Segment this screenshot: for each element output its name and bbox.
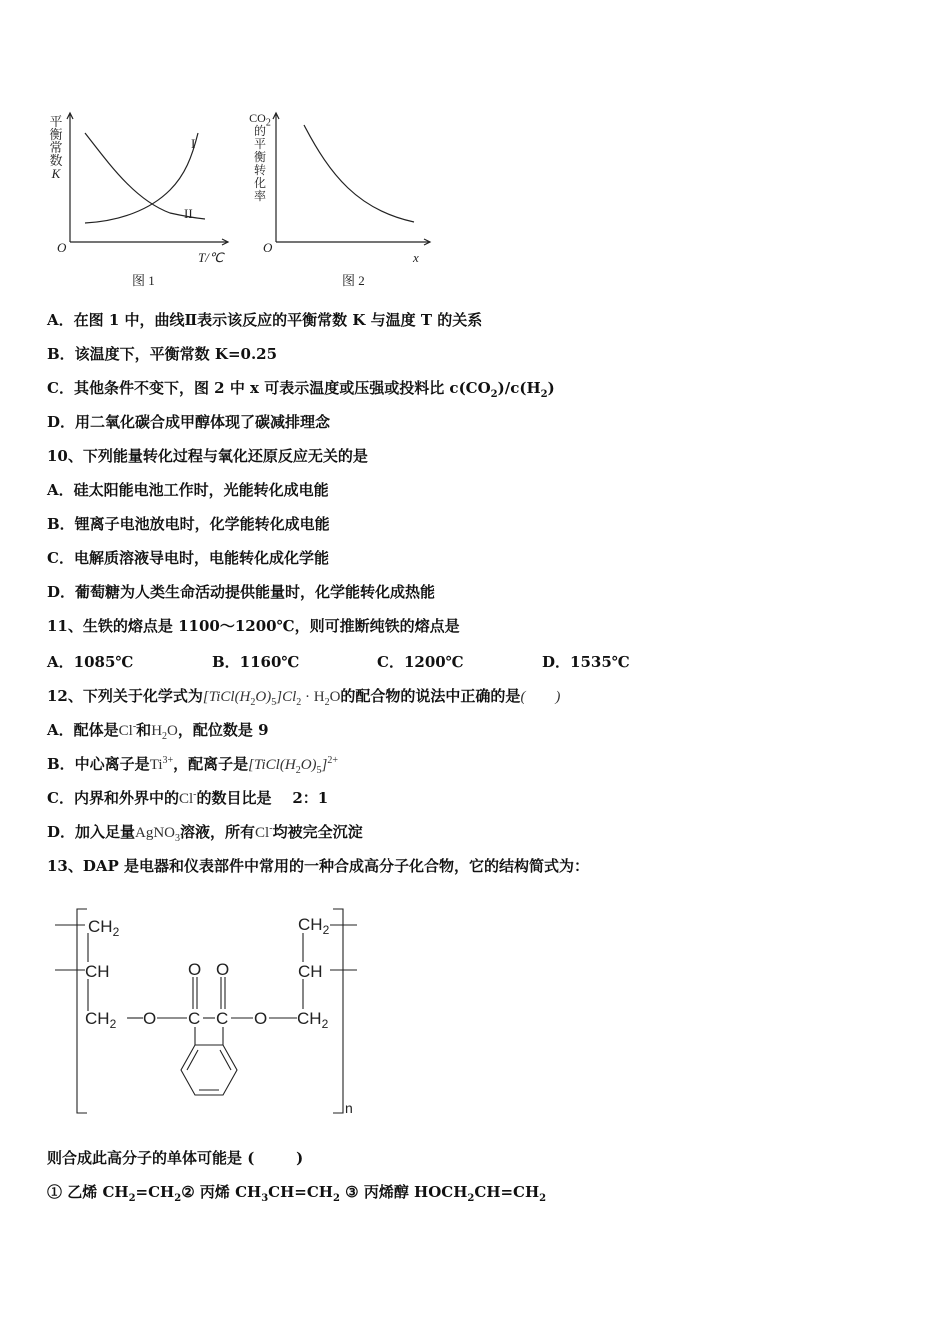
q12-d-sub: 3	[175, 833, 181, 844]
q12-option-a	[47, 720, 269, 741]
q12-a-sup: -	[132, 721, 137, 732]
ring-double-bond	[220, 1050, 231, 1070]
q9-option-d: D．用二氧化碳合成甲醇体现了碳减排理念	[47, 413, 331, 431]
atom-ch2-right-top	[298, 915, 330, 937]
monomer-sub: 2	[332, 1193, 340, 1204]
q12-option-c	[47, 788, 328, 809]
fig2-y-sub: 2	[265, 117, 271, 129]
q12-a-formula: H	[151, 723, 163, 739]
q11-option-c: C．1200℃	[377, 653, 464, 671]
q12-a-formula: Cl	[118, 723, 133, 739]
q12-a-formula: O	[167, 723, 178, 739]
benzene-ring	[181, 1045, 237, 1095]
atom-ch2-left-low	[85, 1009, 117, 1031]
q12-a-text: 和	[136, 721, 152, 739]
q12-c-text: C．内界和外界中的	[47, 789, 179, 807]
q12-formula	[202, 689, 341, 708]
q9-c-sub: 2	[490, 389, 498, 400]
q12-formula-sub: 5	[271, 697, 277, 708]
q12-d-formula: AgNO	[135, 825, 176, 841]
fig1-y-char: 衡	[49, 127, 63, 142]
q9-option-b: B．该温度下，平衡常数 K=0.25	[47, 345, 278, 363]
atom-o-top-left: O	[188, 960, 202, 979]
monomer-sub: 2	[467, 1193, 475, 1204]
atom-sub: 2	[112, 925, 120, 939]
q12-c-text: 的数目比是 2：1	[196, 789, 329, 807]
q11-stem: 11、生铁的熔点是 1100～1200℃，则可推断纯铁的熔点是	[47, 617, 460, 635]
monomer-text: CH=CH	[474, 1183, 540, 1201]
q9-option-c	[47, 378, 555, 398]
q12-formula-sub: 2	[296, 697, 302, 708]
figure-2	[273, 113, 430, 245]
figure-1	[67, 113, 228, 245]
atom-sub: 2	[109, 1017, 117, 1031]
fig1-y-label	[48, 115, 64, 180]
q12-d-text: 溶液，所有	[180, 823, 256, 841]
q12-formula-part: ]Cl	[276, 689, 297, 705]
atom-text: CH	[298, 915, 323, 934]
fig2-x-label: x	[413, 250, 419, 265]
fig2-y-char: 的	[253, 124, 266, 138]
right-bracket	[333, 909, 343, 1113]
fig1-caption: 图 1	[132, 273, 155, 288]
atom-text: CH	[297, 1009, 322, 1028]
fig2-caption: 图 2	[342, 273, 365, 288]
q10-stem: 10、下列能量转化过程与氧化还原反应无关的是	[47, 447, 368, 465]
atom-sub: 2	[321, 1017, 329, 1031]
q12-a-sub: 2	[162, 731, 168, 742]
q12-stem-text: 12、下列关于化学式为	[47, 687, 203, 705]
q12-d-sup: -	[269, 823, 273, 834]
q12-answer-paren: ( )	[520, 689, 561, 705]
fig2-curve	[304, 125, 414, 222]
q9-c-text: )	[547, 379, 555, 397]
q12-formula-part: [TiCl(H	[202, 689, 251, 705]
q12-b-sup: 3+	[162, 755, 174, 766]
q10-option-d: D．葡萄糖为人类生命活动提供能量时，化学能转化成热能	[47, 583, 436, 601]
q9-c-text: C．其他条件不变下，图 2 中 x 可表示温度或压强或投料比 c(CO	[47, 379, 491, 397]
q12-formula-part: O)	[255, 689, 272, 705]
q11-option-d: D．1535℃	[542, 653, 630, 671]
monomer-sub: 2	[174, 1193, 182, 1204]
q12-b-sup: 2+	[327, 755, 338, 766]
atom-ch2-right-low	[297, 1009, 329, 1031]
monomer-sub: 3	[261, 1193, 269, 1204]
fig1-origin: O	[57, 240, 67, 255]
monomer-text: ② 丙烯 CH	[181, 1183, 262, 1201]
q12-formula-part: · H	[301, 689, 325, 705]
fig1-y-char: 数	[49, 153, 63, 168]
dap-structure	[45, 895, 375, 1125]
q12-c-sup: -	[193, 789, 197, 800]
q12-c-formula: Cl	[178, 791, 194, 807]
fig2-y-char: 衡	[253, 150, 266, 164]
fig2-y-char: 平	[253, 137, 266, 151]
q13-stem: 13、DAP 是电器和仪表部件中常用的一种合成高分子化合物，它的结构简式为：	[47, 857, 590, 875]
q12-b-text: B．中心离子是	[47, 755, 150, 773]
fig2-y-co: CO	[249, 111, 266, 125]
repeat-n: n	[345, 1100, 353, 1116]
fig1-curve-1-label: I	[191, 136, 196, 151]
fig1-curve-2-increasing	[85, 133, 198, 223]
fig2-y-label	[249, 112, 271, 203]
fig1-x-label: T/℃	[198, 250, 224, 265]
atom-o-top-right: O	[216, 960, 230, 979]
q11-option-a: A．1085℃	[47, 653, 134, 671]
monomer-sub: 2	[128, 1193, 136, 1204]
equilibrium-figures	[40, 105, 440, 295]
q12-option-d	[47, 822, 363, 843]
q12-formula-sub: 2	[250, 697, 256, 708]
q10-option-c: C．电解质溶液导电时，电能转化成化学能	[47, 549, 329, 567]
atom-text: CH	[88, 917, 113, 936]
q9-option-a: A．在图 1 中，曲线Ⅱ表示该反应的平衡常数 K 与温度 T 的关系	[47, 311, 483, 329]
q13-monomer-list	[47, 1182, 546, 1202]
fig2-y-char: 率	[253, 189, 266, 203]
monomer-text: =CH	[135, 1183, 175, 1201]
monomer-text: CH=CH	[268, 1183, 333, 1201]
monomer-sub: 2	[539, 1193, 547, 1204]
q12-b-text: ，配离子是	[173, 755, 249, 773]
q12-formula-part: O	[329, 689, 341, 705]
q12-b-formula: [TiCl(H	[248, 757, 296, 773]
q12-b-formula: O)	[300, 757, 317, 773]
q12-stem	[47, 686, 560, 707]
atom-c-left: C	[188, 1009, 201, 1028]
fig1-y-char: 常	[49, 140, 63, 155]
q12-d-text: D．加入足量	[47, 823, 136, 841]
q12-option-b	[47, 754, 338, 775]
q12-a-text: ，配位数是 9	[177, 721, 269, 739]
q12-d-text: 均被完全沉淀	[272, 823, 363, 841]
q12-b-sub: 5	[316, 765, 322, 776]
atom-ch-right: CH	[298, 962, 323, 981]
q12-a-text: A．配体是	[47, 721, 119, 739]
monomer-text: ① 乙烯 CH	[47, 1183, 129, 1201]
ring-double-bond	[187, 1050, 198, 1070]
q9-c-text: )/c(H	[497, 379, 541, 397]
q9-c-sub: 2	[540, 389, 548, 400]
atom-o-left: O	[143, 1009, 157, 1028]
atom-ch-left: CH	[85, 962, 110, 981]
q13-monomer-question: 则合成此高分子的单体可能是 ( )	[47, 1149, 304, 1167]
q12-stem-text: 的配合物的说法中正确的是	[340, 687, 521, 705]
fig2-y-char: 化	[253, 176, 266, 190]
q12-d-formula: Cl	[255, 825, 270, 841]
fig1-y-char: K	[51, 166, 61, 181]
atom-c-right: C	[216, 1009, 229, 1028]
q12-formula-sub: 2	[324, 697, 330, 708]
q12-b-formula: Ti	[149, 757, 163, 773]
fig2-y-char: 转	[253, 163, 266, 177]
q12-b-sub: 2	[295, 765, 301, 776]
fig1-curve-2-label: II	[184, 206, 193, 221]
fig1-y-char: 平	[49, 114, 63, 129]
fig2-origin: O	[263, 240, 273, 255]
atom-o-right: O	[254, 1009, 268, 1028]
atom-text: CH	[85, 1009, 110, 1028]
q12-b-formula: ]	[321, 757, 328, 773]
q10-option-a: A．硅太阳能电池工作时，光能转化成电能	[47, 481, 329, 499]
atom-sub: 2	[322, 923, 330, 937]
atom-ch2-left-top	[88, 917, 120, 939]
q10-option-b: B．锂离子电池放电时，化学能转化成电能	[47, 515, 330, 533]
q11-option-b: B．1160℃	[212, 653, 300, 671]
monomer-text: ③ 丙烯醇 HOCH	[339, 1183, 468, 1201]
